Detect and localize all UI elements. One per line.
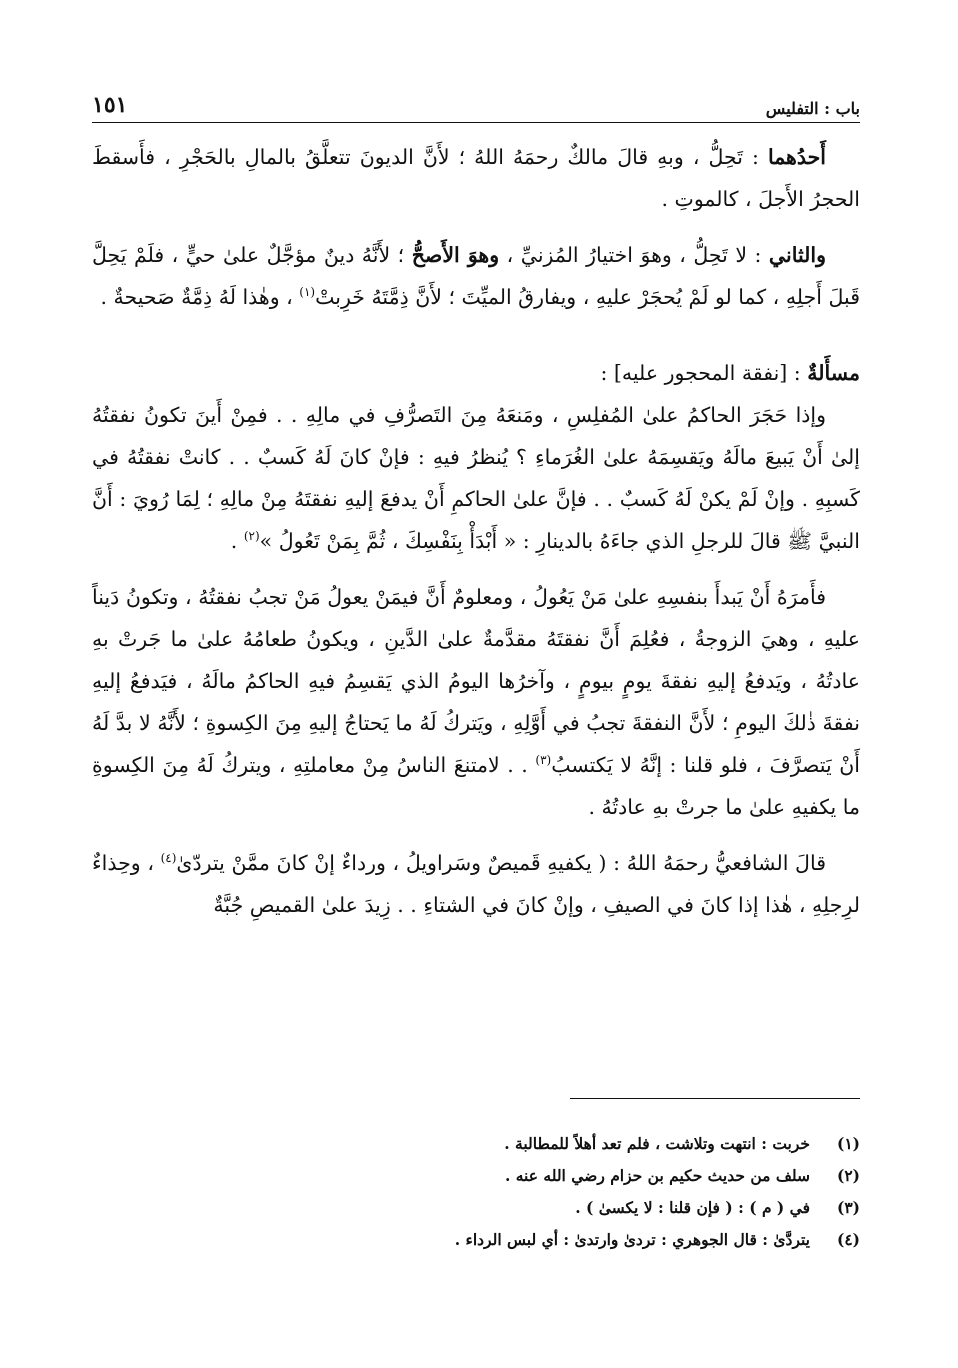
footnote-item xyxy=(92,1224,860,1256)
paragraph-text: : لا تَحِلُّ ، وهوَ اختيارُ المُزنيِّ ، xyxy=(499,243,769,267)
paragraph-shafii xyxy=(92,842,860,926)
footnote-text: في ( م ) : ( فإن قلنا : لا يكسىٰ ) . xyxy=(575,1198,810,1217)
footnote-ref[interactable]: (٣) xyxy=(535,753,552,768)
footnote-mark: (٢) xyxy=(836,1166,860,1185)
paragraph-text: ؛ لأَنَّهُ دينٌ مؤجَّلٌ علىٰ حيٍّ ، فلَمْ يَحِلَّ قَبلَ أَجلِهِ ، كما لو لَمْ يُحجَرْ عليهِ ، ويفارقُ الميِّتَ ؛ لأَنَّ ذِمَّتَهُ خَرِبتْ xyxy=(92,243,860,309)
footnote-text: يتردَّىٰ : قال الجوهري : تردىٰ وارتدىٰ : أي لبس الرداء . xyxy=(454,1230,810,1249)
body-text xyxy=(92,136,860,940)
section-title: : [نفقة المحجور عليه] : xyxy=(600,361,808,385)
paragraph-order xyxy=(92,576,860,828)
lead-word: أَحدُهما xyxy=(767,145,826,169)
footnote-rule xyxy=(570,1098,860,1099)
footnote-ref[interactable]: (٤) xyxy=(160,851,177,866)
footnote-mark: (٤) xyxy=(836,1230,860,1249)
paragraph-text: ، وهٰذا لَهُ ذِمَّةٌ صَحيحةٌ . xyxy=(100,285,300,309)
paragraph-text: قالَ الشافعيُّ رحمَهُ اللهُ : ( يكفيهِ قَميصٌ وسَراويلُ ، ورداءٌ إنْ كانَ ممَّنْ يتردّىٰ xyxy=(176,851,826,875)
footnote-text: خربت : انتهت وتلاشت ، فلم تعد أهلاً للمطالبة . xyxy=(504,1134,810,1153)
paragraph-text: : تَحِلُّ ، وبهِ قالَ مالكٌ رحمَهُ اللهُ ؛ لأَنَّ الديونَ تتعلَّقُ بالمالِ بالحَجْرِ ، فأَسقطَ الحجرُ الأَجلَ ، كالموتِ . xyxy=(92,145,860,211)
paragraph-text: وإذا حَجَرَ الحاكمُ علىٰ المُفلِسِ ، ومَنعَهُ مِنَ التَصرُّفِ في مالِهِ . . فمِنْ أَينَ تكونُ نفقتُهُ إلىٰ أَنْ يَبيعَ مالَهُ ويَقسِمَهُ علىٰ الغُرَماءِ ؟ يُنظرُ فيهِ : فإنْ كانَ لَهُ كَسبٌ . . كانتْ نفقتُهُ في كَسبِهِ . وإنْ لَمْ يكنْ لَهُ كَسبٌ . . فإنَّ علىٰ الحاكمِ أَنْ يدفعَ إليهِ نفقتَهُ مِنْ مالِهِ ؛ لِمَا رُويَ : أَنَّ النبيَّ ﷺ قالَ للرجلِ الذي جاءَهُ بالدينارِ : « أَبْدَأْ بِنَفْسِكَ ، ثُمَّ بِمَنْ تَعُولُ » xyxy=(92,403,860,553)
footnote-ref[interactable]: (١) xyxy=(299,285,316,300)
running-title: باب : التفليس xyxy=(765,99,860,118)
paragraph-second-opinion xyxy=(92,234,860,318)
section-lead: مسأَلةٌ xyxy=(807,361,860,385)
emphasis-text: وهوَ الأَصحُّ xyxy=(411,243,500,267)
page-number: ١٥١ xyxy=(92,92,128,118)
page-header xyxy=(92,84,860,118)
section-heading xyxy=(92,352,860,394)
footnotes xyxy=(92,1128,860,1256)
paragraph-text: . . لامتنعَ الناسُ مِنْ معاملتِهِ ، ويتركُ لَهُ مِنَ الكِسوةِ ما يكفيهِ علىٰ ما جرتْ بهِ عادتُهُ . xyxy=(92,753,860,819)
footnote-item xyxy=(92,1160,860,1192)
footnote-ref[interactable]: (٢) xyxy=(243,529,260,544)
header-rule xyxy=(92,122,860,123)
footnote-item xyxy=(92,1192,860,1224)
paragraph-text: . xyxy=(230,529,244,553)
paragraph-text: فأَمرَهُ أَنْ يَبدأَ بنفسِهِ علىٰ مَنْ يَعُولُ ، ومعلومٌ أَنَّ فيمَنْ يعولُ مَنْ تجبُ نفقتُهُ ، وتكونُ دَيناً عليهِ ، وهيَ الزوجةُ ، فعُلِمَ أَنَّ نفقتَهُ مقدَّمةٌ علىٰ الدَّينِ ، ويكونُ طعامُهُ علىٰ ما جَرتْ بهِ عادتُهُ ، ويَدفعُ إليهِ نفقةَ يومٍ بيومٍ ، وآخرُها اليومُ الذي يَقسِمُ فيهِ الحاكمُ مالَهُ ، فيَدفعُ إليهِ نفقةَ ذٰلكَ اليومِ ؛ لأَنَّ النفقةَ تجبُ في أَوَّلِهِ ، ويَتركُ لَهُ ما يَحتاجُ إليهِ مِنَ الكِسوةِ ؛ لأَنَّهُ لا بدَّ لَهُ أَنْ يَتصرَّفَ ، فلو قلنا : إنَّهُ لا يَكتسبُ xyxy=(92,585,860,777)
footnote-text: سلف من حديث حكيم بن حزام رضي الله عنه . xyxy=(504,1166,810,1185)
paragraph-first-opinion xyxy=(92,136,860,220)
paragraph-maintenance xyxy=(92,394,860,562)
paragraph-text: ، وحِذاءٌ لرِجلِهِ ، هٰذا إذا كانَ في الصيفِ ، وإنْ كانَ في الشتاءِ . . زِيدَ علىٰ القميصِ جُبَّةٌ xyxy=(92,851,860,917)
footnote-mark: (١) xyxy=(836,1134,860,1153)
lead-word: والثاني xyxy=(768,243,826,267)
footnote-item xyxy=(92,1128,860,1160)
footnote-mark: (٣) xyxy=(836,1198,860,1217)
